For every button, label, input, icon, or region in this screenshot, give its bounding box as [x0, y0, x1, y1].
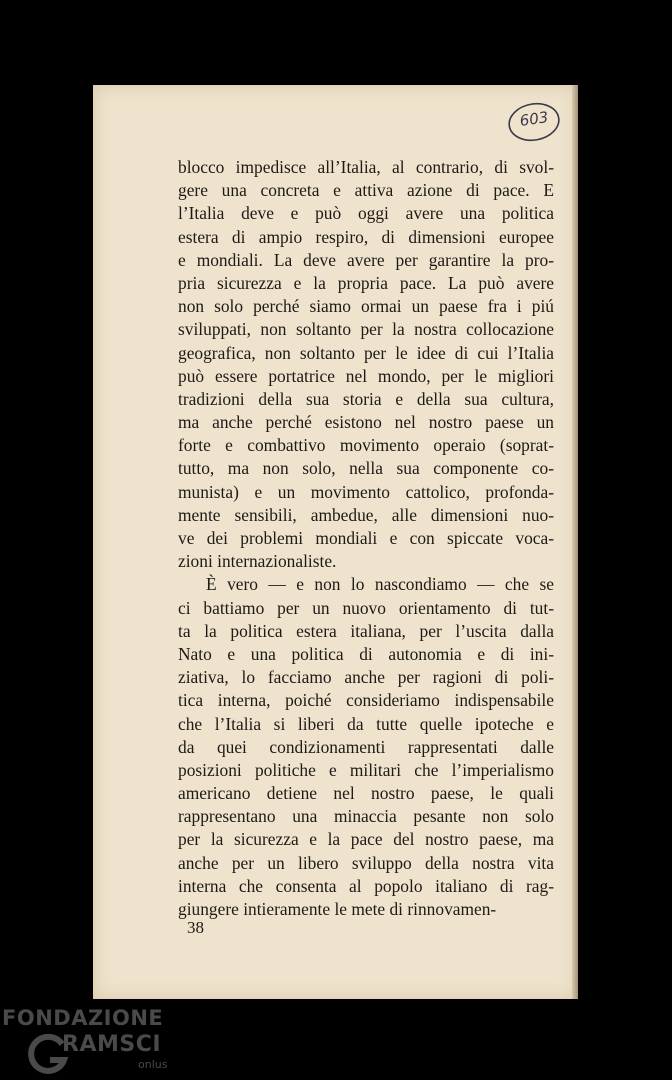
fondazione-gramsci-logo: [2, 1006, 172, 1080]
text-line: pria sicurezza e la propria pace. La può avere: [178, 272, 554, 293]
text-line: americano detiene nel nostro paese, le quali: [178, 783, 554, 804]
text-line: estera di ampio respiro, di dimensioni europee: [178, 226, 554, 247]
text-line: ve dei problemi mondiali e con spiccate voca-: [178, 528, 554, 548]
text-line: ta la politica estera italiana, per l’uscita dalla: [178, 620, 554, 641]
text-line: e mondiali. La deve avere per garantire la pro-: [178, 249, 554, 270]
logo-text-gramsci: RAMSCI: [62, 1032, 162, 1057]
text-line: ci battiamo per un nuovo orientamento di tut-: [178, 597, 554, 618]
text-line: l’Italia deve e può oggi avere una politica: [178, 203, 554, 224]
text-line: per la sicurezza e la pace del nostro paese, ma: [178, 829, 554, 850]
text-line: ma anche perché esistono nel nostro paese un: [178, 412, 554, 433]
text-line: che l’Italia si liberi da tutte quelle ipoteche e: [178, 713, 554, 734]
body-text: [178, 156, 554, 921]
text-line: mente sensibili, ambedue, alle dimensioni nuo-: [178, 504, 554, 525]
annotation-number: 603: [518, 108, 550, 130]
text-line: zioni internazionaliste.: [178, 551, 337, 572]
handwritten-page-annotation: [506, 98, 562, 146]
text-line: ziativa, lo facciamo anche per ragioni di poli-: [178, 667, 554, 688]
page-edge: [572, 85, 578, 999]
text-line: forte e combattivo movimento operaio (soprat-: [178, 435, 554, 456]
text-line: posizioni politiche e militari che l’imperialismo: [178, 759, 554, 780]
text-line: può essere portatrice nel mondo, per le migliori: [178, 365, 554, 386]
text-line: tradizioni della sua storia e della sua cultura,: [178, 388, 554, 409]
text-line: sviluppati, non soltanto per la nostra collocazione: [178, 319, 554, 340]
text-line: munista) e un movimento cattolico, profonda-: [178, 481, 554, 502]
page-number: 38: [187, 918, 204, 937]
text-line: geografica, non soltanto per le idee di cui l’Italia: [178, 342, 554, 363]
text-line: blocco impedisce all’Italia, al contrario, di svol-: [178, 157, 554, 177]
logo-text-fondazione: FONDAZIONE: [2, 1006, 164, 1030]
text-line: rappresentano una minaccia pesante non solo: [178, 806, 554, 827]
text-line: interna che consenta al popolo italiano di rag-: [178, 875, 554, 896]
text-line: tica interna, poiché consideriamo indispensabile: [178, 690, 554, 711]
text-line: anche per un libero sviluppo della nostra vita: [178, 852, 554, 873]
text-line: giungere intieramente le mete di rinnovamen-: [178, 899, 497, 919]
text-line: È vero — e non lo nascondiamo — che se: [206, 574, 554, 595]
text-line: non solo perché siamo ormai un paese fra i piú: [178, 296, 554, 317]
text-line: tutto, ma non solo, nella sua componente co-: [178, 458, 554, 479]
text-line: Nato e una politica di autonomia e di ini-: [178, 643, 554, 664]
text-line: gere una concreta e attiva azione di pace. E: [178, 180, 554, 201]
logo-text-onlus: onlus: [138, 1058, 168, 1071]
text-line: da quei condizionamenti rappresentati dalle: [178, 736, 554, 757]
